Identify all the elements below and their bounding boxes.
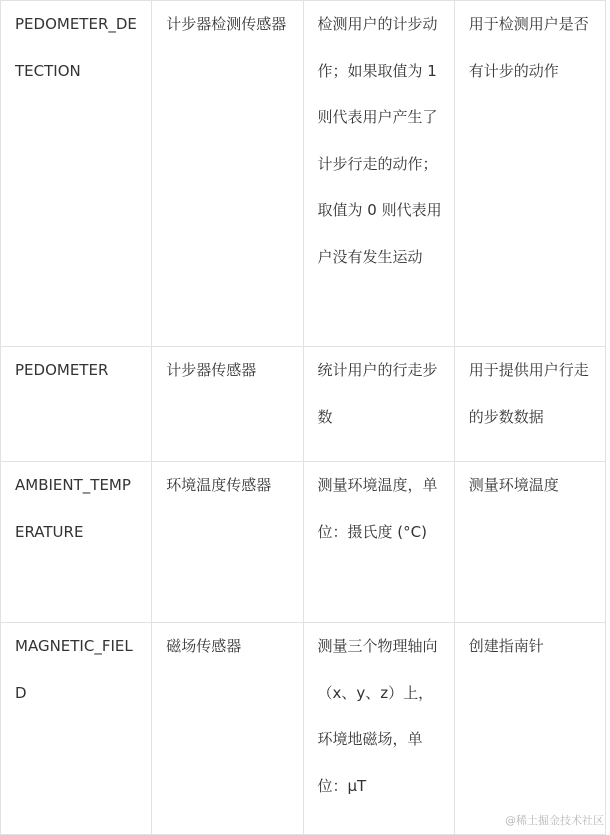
sensor-name-cell: PEDOMETER_DETECTION xyxy=(1,1,152,347)
sensor-description-cell: 测量环境温度，单位：摄氏度 (°C) xyxy=(303,462,454,623)
sensor-description-cell: 统计用户的行走步数 xyxy=(303,347,454,462)
sensor-usage-cell: 用于提供用户行走的步数数据 xyxy=(454,347,605,462)
table-row xyxy=(1,1,606,347)
sensor-type-cell: 磁场传感器 xyxy=(152,623,303,835)
sensor-name-cell: PEDOMETER xyxy=(1,347,152,462)
sensor-description-cell: 测量三个物理轴向（x、y、z）上，环境地磁场，单位：μT xyxy=(303,623,454,835)
sensor-type-cell: 计步器传感器 xyxy=(152,347,303,462)
sensor-usage-cell: 用于检测用户是否有计步的动作 xyxy=(454,1,605,347)
watermark: @稀土掘金技术社区 xyxy=(505,814,604,827)
table-row xyxy=(1,462,606,623)
sensor-usage-cell: 测量环境温度 xyxy=(454,462,605,623)
sensor-name-cell: MAGNETIC_FIELD xyxy=(1,623,152,835)
sensor-description-cell: 检测用户的计步动作；如果取值为 1 则代表用户产生了计步行走的动作；取值为 0 则代表用户没有发生运动 xyxy=(303,1,454,347)
table-row xyxy=(1,623,606,835)
sensor-name-cell: AMBIENT_TEMPERATURE xyxy=(1,462,152,623)
sensor-usage-cell: 创建指南针 xyxy=(454,623,605,835)
sensor-type-cell: 计步器检测传感器 xyxy=(152,1,303,347)
table-row xyxy=(1,347,606,462)
sensor-type-cell: 环境温度传感器 xyxy=(152,462,303,623)
